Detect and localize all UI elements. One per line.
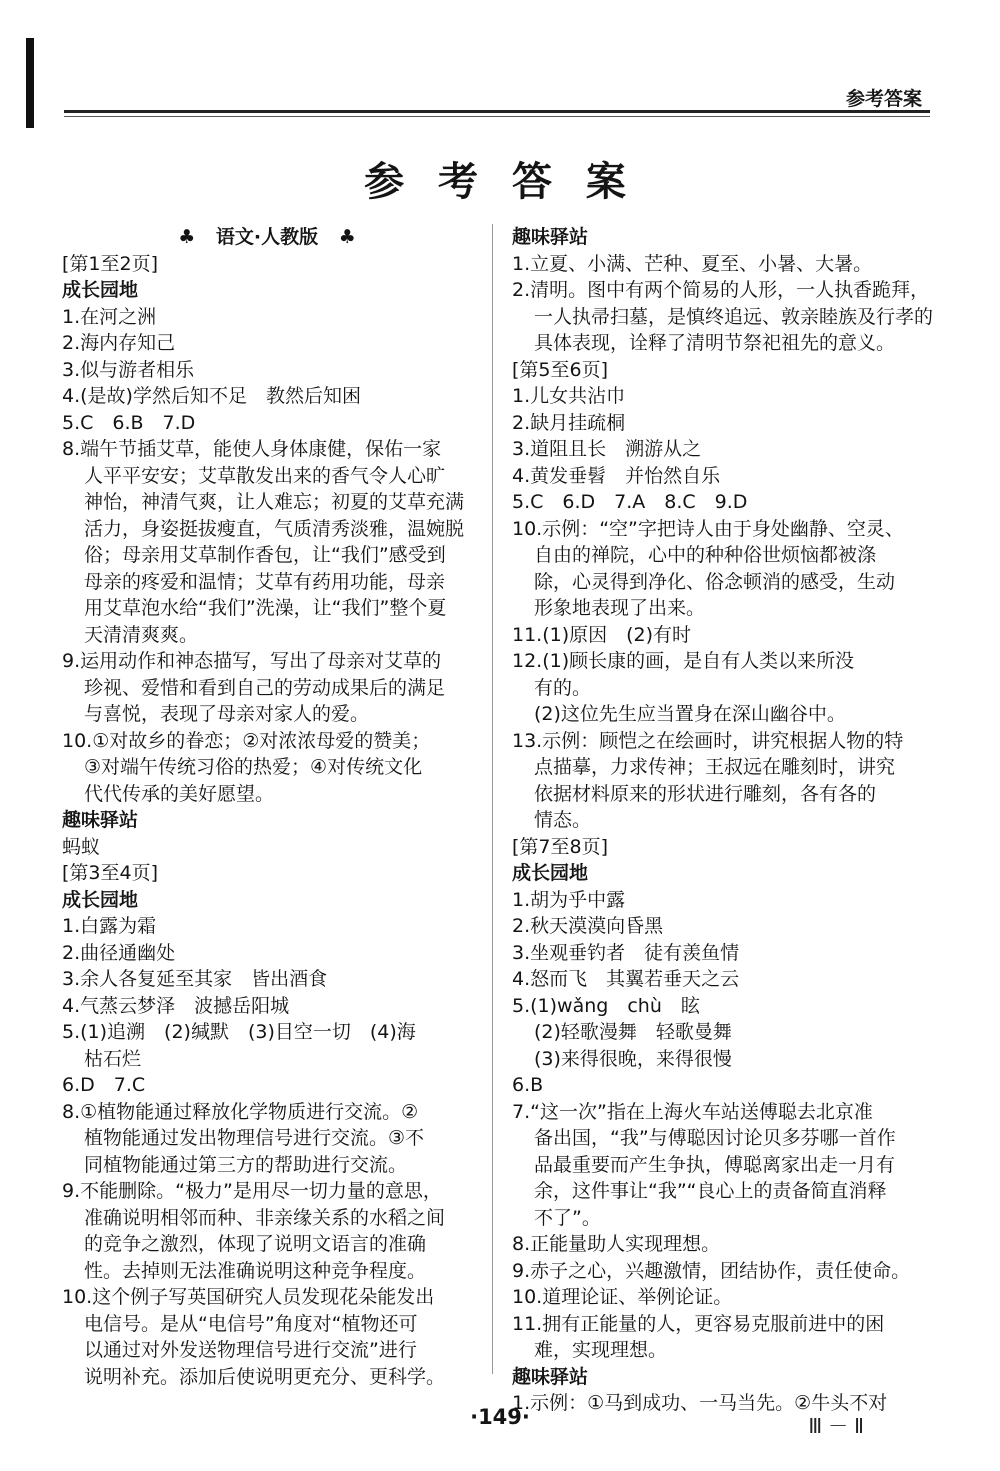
answer-line: 2.清明。图中有两个简易的人形，一人执香跪拜， (512, 279, 930, 301)
answer-line: 3.余人各复延至其家 皆出酒食 (62, 968, 328, 990)
answer-line: 11.拥有正能量的人，更容易克服前进中的困 (512, 1312, 885, 1335)
subject-heading (62, 224, 472, 251)
answer-line: 枯石烂 (84, 1047, 142, 1070)
answer-line: 1.立夏、小满、芒种、夏至、小暑、大暑。 (512, 252, 873, 275)
answer-line: 神怡，神清气爽，让人难忘；初夏的艾草充满 (84, 491, 465, 513)
answer-line: 7.“这一次”指在上海火车站送傅聪去北京准 (512, 1100, 873, 1123)
answer-line: 点描摹，力求传神；王叔远在雕刻时，讲究 (534, 756, 896, 778)
answer-line: 与喜悦，表现了母亲对家人的爱。 (84, 703, 370, 725)
answer-line: 3.道阻且长 溯游从之 (512, 438, 702, 460)
club-suit-icon: ♣ (178, 226, 196, 248)
answer-line: 形象地表现了出来。 (534, 597, 706, 619)
answer-line: 植物能通过发出物理信号进行交流。③不 (84, 1127, 425, 1149)
page-title: 参 考 答 案 (364, 159, 636, 205)
answer-line: 12.(1)顾长康的画，是自有人类以来所没 (512, 650, 855, 672)
answer-line: 8.正能量助人实现理想。 (512, 1233, 721, 1255)
left-answer-list (62, 251, 472, 1391)
answer-line: 蚂蚁 (62, 835, 101, 858)
answer-line: 一人执帚扫墓，是慎终追远、敦亲睦族及行孝的 (534, 305, 934, 328)
answer-line: 活力，身姿挺拔瘦直，气质清秀淡雅，温婉脱 (84, 517, 465, 540)
section-heading: 成长园地 (62, 888, 139, 911)
answer-line: 1.儿女共沾巾 (512, 385, 626, 407)
answer-line: 5.C 6.B 7.D (62, 411, 196, 434)
section-heading: 成长园地 (512, 862, 589, 884)
section-heading: 成长园地 (62, 279, 139, 301)
answer-line: 5.(1)追溯 (2)缄默 (3)目空一切 (4)海 (62, 1021, 416, 1043)
answer-line: 代代传承的美好愿望。 (84, 782, 275, 805)
left-column (62, 224, 472, 1390)
answer-line: 除，心灵得到净化、俗念顿消的感受，生动 (534, 570, 896, 593)
header-rule (64, 110, 930, 113)
answer-line: [第3至4页] (62, 862, 159, 884)
answer-line: 2.海内存知己 (62, 332, 176, 354)
answer-line: ③对端午传统习俗的热爱；④对传统文化 (84, 756, 423, 778)
answer-line: 俗；母亲用艾草制作香包，让“我们”感受到 (84, 544, 446, 566)
answer-line: 11.(1)原因 (2)有时 (512, 623, 692, 646)
section-heading: 趣味驿站 (62, 809, 139, 831)
answer-line: 同植物能通过第三方的帮助进行交流。 (84, 1153, 408, 1176)
corner-mark: Ⅲ－Ⅱ (808, 1414, 870, 1438)
section-heading: 趣味驿站 (512, 226, 589, 248)
right-column (512, 224, 932, 1417)
answer-line: 9.运用动作和神态描写，写出了母亲对艾草的 (62, 650, 442, 672)
answer-line: 4.气蒸云梦泽 波撼岳阳城 (62, 994, 290, 1017)
answer-line: 4.(是故)学然后知不足 教然后知困 (62, 385, 361, 407)
answer-line: 9.不能删除。“极力”是用尽一切力量的意思， (62, 1180, 442, 1202)
answer-line: 准确说明相邻而种、非亲缘关系的水稻之间 (84, 1206, 446, 1229)
answer-line: 6.D 7.C (62, 1074, 146, 1096)
answer-line: 电信号。是从“电信号”角度对“植物还可 (84, 1312, 418, 1335)
answer-line: 5.(1)wǎng chù 眩 (512, 994, 700, 1017)
answer-line: 6.B (512, 1074, 544, 1096)
answer-line: 2.曲径通幽处 (62, 941, 176, 964)
answer-line: 3.坐观垂钓者 徒有羡鱼情 (512, 941, 740, 964)
answer-line: 9.赤子之心，兴趣激情，团结协作，责任使命。 (512, 1259, 911, 1282)
answer-line: [第1至2页] (62, 252, 159, 275)
answer-line: 4.黄发垂髫 并怡然自乐 (512, 464, 721, 487)
answer-line: 不了”。 (534, 1206, 601, 1229)
answer-line: 依据材料原来的形状进行雕刻，各有各的 (534, 782, 877, 805)
answer-line: [第7至8页] (512, 835, 609, 858)
answer-line: 珍视、爱惜和看到自己的劳动成果后的满足 (84, 676, 446, 699)
answer-line: 自由的禅院，心中的种种俗世烦恼都被涤 (534, 544, 877, 566)
answer-line: 10.这个例子写英国研究人员发现花朵能发出 (62, 1286, 435, 1308)
answer-line: 3.似与游者相乐 (62, 358, 195, 381)
answer-line: 1.在河之洲 (62, 305, 157, 328)
answer-line: 天清清爽爽。 (84, 623, 199, 646)
answer-line: (2)轻歌漫舞 轻歌曼舞 (534, 1021, 732, 1043)
right-answer-list (512, 224, 932, 1417)
answer-line: 说明补充。添加后使说明更充分、更科学。 (84, 1365, 446, 1388)
answer-line: 4.怒而飞 其翼若垂天之云 (512, 968, 740, 990)
answer-line: 8.端午节插艾草，能使人身体康健，保佑一家 (62, 438, 442, 460)
answer-line: 10.道理论证、举例论证。 (512, 1286, 733, 1308)
answer-line: [第5至6页] (512, 358, 609, 381)
answer-line: 10.示例：“空”字把诗人由于身处幽静、空灵、 (512, 517, 904, 540)
header-rule-thin (64, 116, 930, 117)
answer-line: 的竞争之激烈，体现了说明文语言的准确 (84, 1233, 427, 1255)
subject-name: 语文·人教版 (215, 226, 319, 248)
answer-line: 性。去掉则无法准确说明这种竞争程度。 (84, 1259, 427, 1282)
header-label: 参考答案 (845, 88, 922, 110)
answer-line: 1.示例：①马到成功、一马当先。②牛头不对 (512, 1392, 888, 1414)
answer-line: 5.C 6.D 7.A 8.C 9.D (512, 491, 748, 513)
club-suit-icon: ♣ (338, 226, 356, 248)
answer-line: 母亲的疼爱和温情；艾草有药用功能，母亲 (84, 570, 446, 593)
answer-line: 2.缺月挂疏桐 (512, 411, 626, 434)
page-number: ·149· (470, 1405, 530, 1429)
answer-line: 品最重要而产生争执，傅聪离家出走一月有 (534, 1153, 896, 1176)
answer-line: 具体表现，诠释了清明节祭祀祖先的意义。 (534, 332, 896, 354)
answer-line: 备出国，“我”与傅聪因讨论贝多芬哪一首作 (534, 1127, 896, 1149)
column-divider (492, 224, 493, 1374)
answer-line: (3)来得很晚，来得很慢 (534, 1047, 732, 1070)
section-heading: 趣味驿站 (512, 1365, 589, 1388)
answer-line: 难，实现理想。 (534, 1339, 668, 1361)
answer-line: 1.胡为乎中露 (512, 888, 626, 911)
binding-strip (26, 38, 34, 128)
answer-line: 10.①对故乡的眷恋；②对浓浓母爱的赞美； (62, 729, 431, 752)
answer-line: 人平平安安；艾草散发出来的香气令人心旷 (84, 464, 446, 487)
answer-line: 用艾草泡水给“我们”洗澡，让“我们”整个夏 (84, 597, 447, 619)
answer-line: 13.示例：顾恺之在绘画时，讲究根据人物的特 (512, 729, 904, 752)
answer-line: 以通过对外发送物理信号进行交流”进行 (84, 1339, 417, 1361)
answer-line: 情态。 (534, 809, 592, 831)
answer-line: (2)这位先生应当置身在深山幽谷中。 (534, 703, 846, 725)
answer-line: 有的。 (534, 676, 592, 699)
answer-line: 8.①植物能通过释放化学物质进行交流。② (62, 1100, 419, 1123)
answer-line: 1.白露为霜 (62, 915, 157, 937)
answer-line: 余，这件事让“我”“良心上的责备简直消释 (534, 1180, 887, 1202)
answer-line: 2.秋天漠漠向昏黑 (512, 915, 664, 937)
